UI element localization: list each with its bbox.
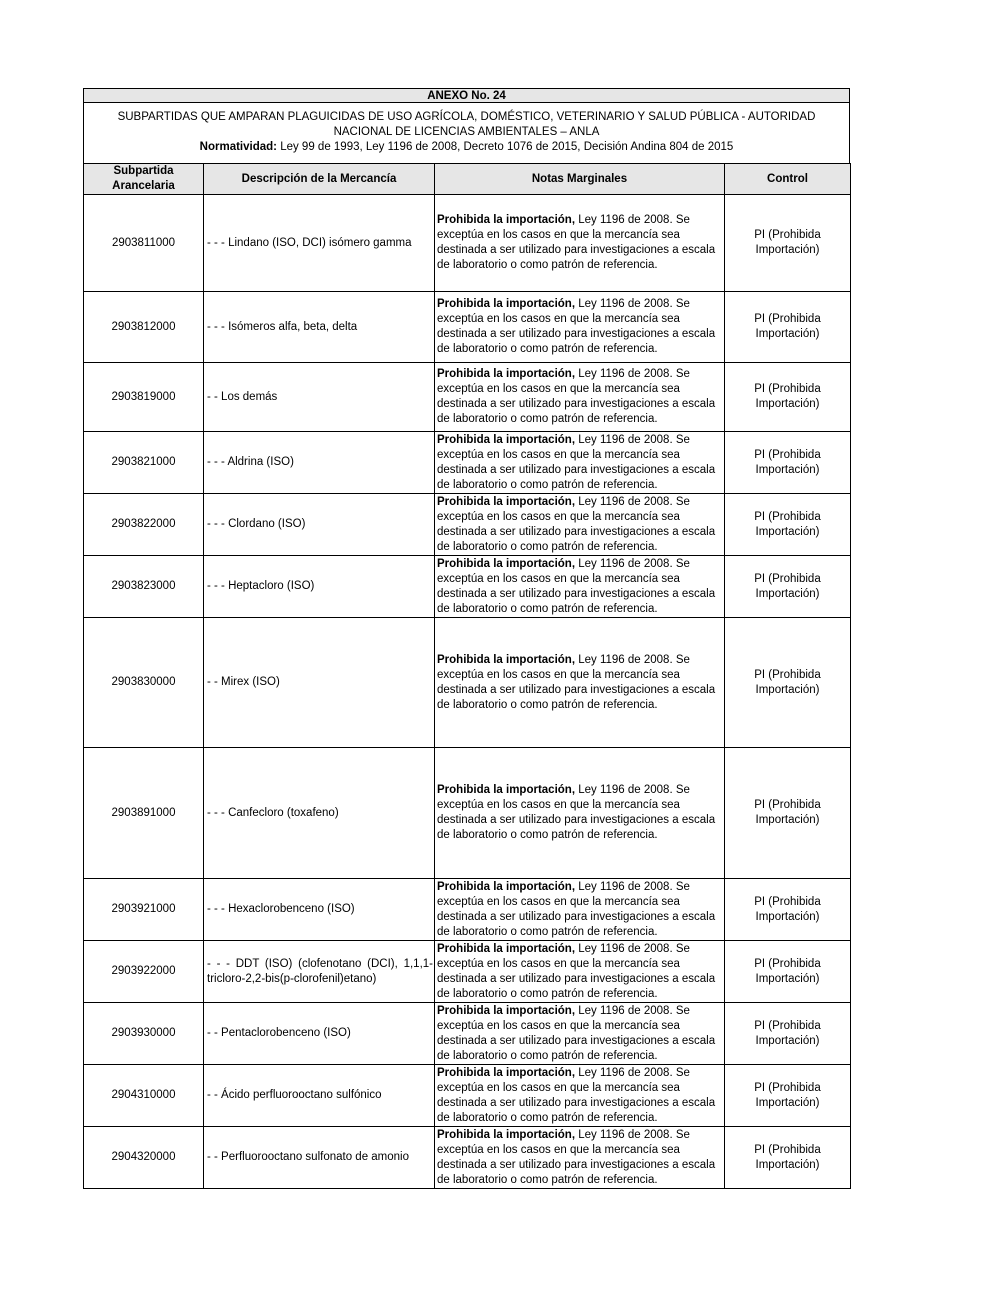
row-code: 2903812000 — [84, 292, 204, 363]
table-row — [84, 618, 851, 748]
notes-text: Ley 1196 de 2008. Se exceptúa en los casos en que la mercancía sea destinada a ser utilizado para investigaciones a escala de laboratorio o como patrón de referencia. — [437, 214, 716, 271]
notes-bold: Prohibida la importación, — [437, 1128, 576, 1141]
notes-bold: Prohibida la importación, — [437, 880, 576, 893]
row-code: 2904320000 — [84, 1127, 204, 1189]
notes-text: Ley 1196 de 2008. Se exceptúa en los casos en que la mercancía sea destinada a ser utilizado para investigaciones a escala de laboratorio o como patrón de referencia. — [437, 495, 716, 553]
notes-bold: Prohibida la importación, — [437, 784, 576, 796]
row-description: - - Perfluorooctano sulfonato de amonio — [204, 1127, 435, 1189]
row-notes — [435, 748, 725, 879]
notes-text: Ley 1196 de 2008. Se exceptúa en los casos en que la mercancía sea destinada a ser utilizado para investigaciones a escala de laboratorio o como patrón de referencia. — [437, 1066, 716, 1124]
notes-bold: Prohibida la importación, — [437, 1004, 576, 1017]
table-row — [84, 1065, 851, 1127]
row-control: PI (Prohibida Importación) — [725, 556, 851, 618]
table-row — [84, 195, 851, 292]
row-code: 2903822000 — [84, 494, 204, 556]
row-code: 2904310000 — [84, 1065, 204, 1127]
notes-text: Ley 1196 de 2008. Se exceptúa en los casos en que la mercancía sea destinada a ser utilizado para investigaciones a escala de laboratorio o como patrón de referencia. — [437, 298, 716, 355]
table-row — [84, 748, 851, 879]
normativity-line — [84, 140, 849, 155]
row-code: 2903823000 — [84, 556, 204, 618]
row-control: PI (Prohibida Importación) — [725, 1003, 851, 1065]
row-control: PI (Prohibida Importación) — [725, 1065, 851, 1127]
table-row — [84, 363, 851, 432]
normativity-text: Ley 99 de 1993, Ley 1196 de 2008, Decreto 1076 de 2015, Decisión Andina 804 de 2015 — [277, 141, 734, 153]
table-row — [84, 292, 851, 363]
row-notes — [435, 494, 725, 556]
row-description: - - - Heptacloro (ISO) — [204, 556, 435, 618]
notes-bold: Prohibida la importación, — [437, 942, 576, 955]
row-control: PI (Prohibida Importación) — [725, 494, 851, 556]
notes-text: Ley 1196 de 2008. Se exceptúa en los casos en que la mercancía sea destinada a ser utilizado para investigaciones a escala de laboratorio o como patrón de referencia. — [437, 942, 716, 1000]
row-notes — [435, 195, 725, 292]
notes-bold: Prohibida la importación, — [437, 368, 576, 380]
notes-text: Ley 1196 de 2008. Se exceptúa en los casos en que la mercancía sea destinada a ser utilizado para investigaciones a escala de laboratorio o como patrón de referencia. — [437, 1128, 716, 1186]
row-description: - - Ácido perfluorooctano sulfónico — [204, 1065, 435, 1127]
row-notes — [435, 1127, 725, 1189]
row-code: 2903891000 — [84, 748, 204, 879]
notes-bold: Prohibida la importación, — [437, 653, 576, 666]
row-code: 2903819000 — [84, 363, 204, 432]
table-row — [84, 879, 851, 941]
notes-text: Ley 1196 de 2008. Se exceptúa en los casos en que la mercancía sea destinada a ser utilizado para investigaciones a escala de laboratorio o como patrón de referencia. — [437, 433, 716, 491]
row-notes — [435, 618, 725, 748]
row-notes — [435, 556, 725, 618]
row-control: PI (Prohibida Importación) — [725, 363, 851, 432]
row-notes — [435, 363, 725, 432]
row-notes — [435, 432, 725, 494]
row-notes — [435, 1003, 725, 1065]
row-control: PI (Prohibida Importación) — [725, 1127, 851, 1189]
row-code: 2903830000 — [84, 618, 204, 748]
notes-bold: Prohibida la importación, — [437, 1066, 576, 1079]
notes-text: Ley 1196 de 2008. Se exceptúa en los casos en que la mercancía sea destinada a ser utilizado para investigaciones a escala de laboratorio o como patrón de referencia. — [437, 368, 716, 425]
table-row — [84, 941, 851, 1003]
header-control: Control — [725, 164, 851, 195]
table-header-row — [84, 164, 851, 195]
row-notes — [435, 879, 725, 941]
notes-text: Ley 1196 de 2008. Se exceptúa en los casos en que la mercancía sea destinada a ser utilizado para investigaciones a escala de laboratorio o como patrón de referencia. — [437, 784, 716, 841]
row-description: - - Mirex (ISO) — [204, 618, 435, 748]
table-row — [84, 1127, 851, 1189]
row-description: - - Pentaclorobenceno (ISO) — [204, 1003, 435, 1065]
row-code: 2903811000 — [84, 195, 204, 292]
row-code: 2903921000 — [84, 879, 204, 941]
annex-subtitle — [83, 103, 850, 163]
notes-text: Ley 1196 de 2008. Se exceptúa en los casos en que la mercancía sea destinada a ser utilizado para investigaciones a escala de laboratorio o como patrón de referencia. — [437, 653, 716, 711]
table-row — [84, 432, 851, 494]
table-row — [84, 556, 851, 618]
notes-bold: Prohibida la importación, — [437, 214, 576, 226]
subtitle-line-1: SUBPARTIDAS QUE AMPARAN PLAGUICIDAS DE USO AGRÍCOLA, DOMÉSTICO, VETERINARIO Y SALUD PÚBLICA - AUTORIDAD — [117, 111, 816, 123]
notes-bold: Prohibida la importación, — [437, 495, 576, 508]
row-description: - - - Hexaclorobenceno (ISO) — [204, 879, 435, 941]
header-description: Descripción de la Mercancía — [204, 164, 435, 195]
normativity-label: Normatividad: — [199, 141, 277, 153]
row-notes — [435, 941, 725, 1003]
header-notes: Notas Marginales — [435, 164, 725, 195]
row-control: PI (Prohibida Importación) — [725, 941, 851, 1003]
table-row — [84, 1003, 851, 1065]
row-description: - - - Clordano (ISO) — [204, 494, 435, 556]
row-control: PI (Prohibida Importación) — [725, 432, 851, 494]
notes-text: Ley 1196 de 2008. Se exceptúa en los casos en que la mercancía sea destinada a ser utilizado para investigaciones a escala de laboratorio o como patrón de referencia. — [437, 557, 716, 615]
table-row — [84, 494, 851, 556]
row-code: 2903922000 — [84, 941, 204, 1003]
notes-text: Ley 1196 de 2008. Se exceptúa en los casos en que la mercancía sea destinada a ser utilizado para investigaciones a escala de laboratorio o como patrón de referencia. — [437, 880, 716, 938]
row-description: - - - Aldrina (ISO) — [204, 432, 435, 494]
row-notes — [435, 292, 725, 363]
row-control: PI (Prohibida Importación) — [725, 292, 851, 363]
annex-sheet — [83, 88, 850, 1189]
table-body — [84, 195, 851, 1189]
row-description: - - - Canfecloro (toxafeno) — [204, 748, 435, 879]
row-control: PI (Prohibida Importación) — [725, 195, 851, 292]
row-description: - - - Isómeros alfa, beta, delta — [204, 292, 435, 363]
row-control: PI (Prohibida Importación) — [725, 748, 851, 879]
header-code: Subpartida Arancelaria — [84, 164, 204, 195]
row-description: - - - DDT (ISO) (clofenotano (DCI), 1,1,1-tricloro-2,2-bis(p-clorofenil)etano) — [204, 941, 435, 1003]
annex-title: ANEXO No. 24 — [83, 88, 850, 103]
subtitle-line-2: NACIONAL DE LICENCIAS AMBIENTALES – ANLA — [333, 126, 600, 138]
notes-bold: Prohibida la importación, — [437, 433, 576, 446]
subpartidas-table — [83, 163, 851, 1189]
notes-bold: Prohibida la importación, — [437, 298, 576, 310]
row-code: 2903821000 — [84, 432, 204, 494]
row-notes — [435, 1065, 725, 1127]
notes-bold: Prohibida la importación, — [437, 557, 576, 570]
row-description: - - Los demás — [204, 363, 435, 432]
row-description: - - - Lindano (ISO, DCI) isómero gamma — [204, 195, 435, 292]
row-code: 2903930000 — [84, 1003, 204, 1065]
row-control: PI (Prohibida Importación) — [725, 618, 851, 748]
notes-text: Ley 1196 de 2008. Se exceptúa en los casos en que la mercancía sea destinada a ser utilizado para investigaciones a escala de laboratorio o como patrón de referencia. — [437, 1004, 716, 1062]
row-control: PI (Prohibida Importación) — [725, 879, 851, 941]
